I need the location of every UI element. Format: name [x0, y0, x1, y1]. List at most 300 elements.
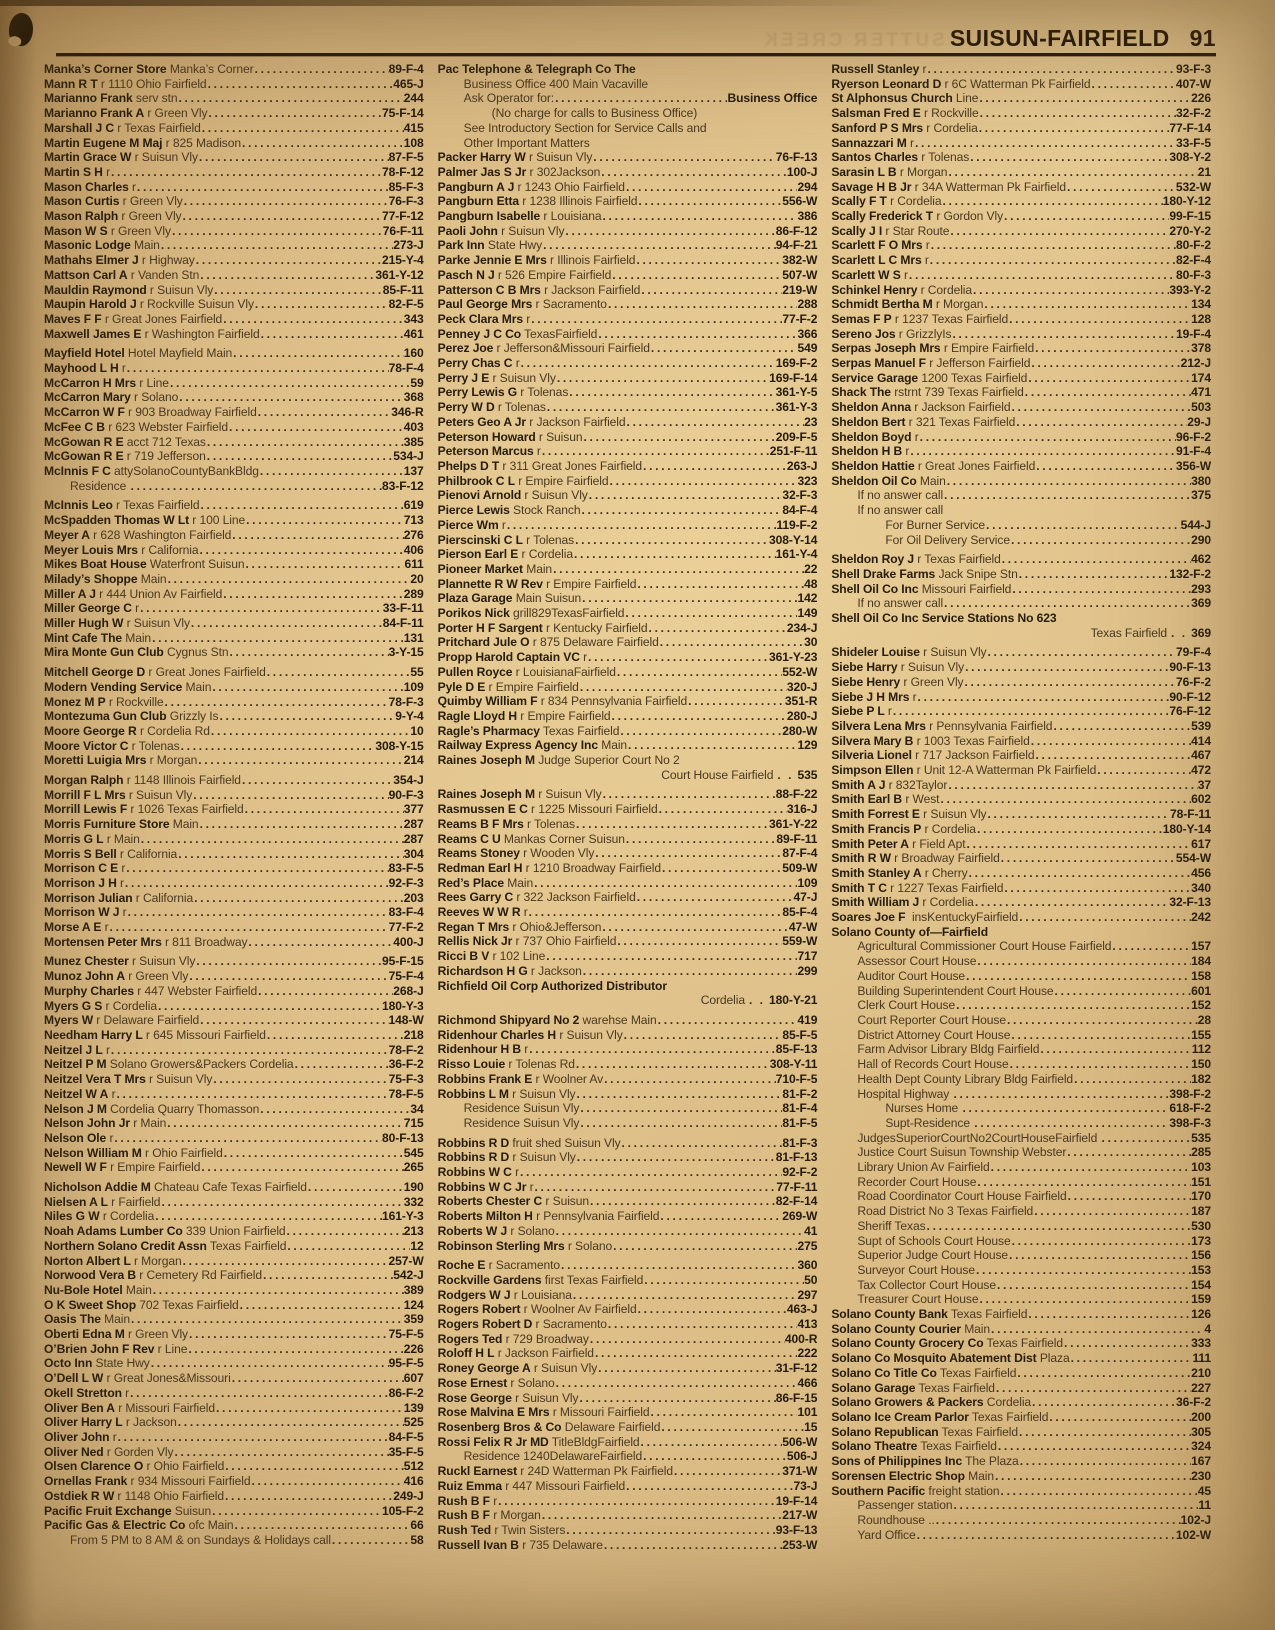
entry-number: 375 — [1191, 488, 1212, 503]
entry-number: 76-F-3 — [388, 194, 424, 209]
entry-location: r Fairfield — [107, 1194, 161, 1209]
entry-name: Solano County Bank — [831, 1307, 948, 1322]
directory-entry — [831, 533, 1211, 548]
dot-leader — [250, 1474, 403, 1489]
entry-location: r — [489, 1493, 498, 1508]
dot-leader — [136, 180, 389, 195]
entry-name: Paoli John — [437, 223, 498, 238]
entry-location: r Jefferson&Missouri Fairfield — [493, 341, 650, 356]
entry-name: McGowan R E — [44, 434, 124, 449]
entry-number: 19-F-14 — [775, 1493, 818, 1508]
directory-entry — [438, 1464, 818, 1479]
directory-entry — [831, 341, 1211, 356]
entry-number: 507-W — [782, 267, 818, 282]
entry-number: 214 — [403, 753, 424, 768]
entry-name: Robinson Sterling Mrs — [437, 1238, 565, 1253]
dot-leader — [160, 1195, 403, 1210]
entry-number: 48 — [804, 576, 818, 591]
directory-entry — [831, 1234, 1211, 1249]
entry-location: r — [902, 444, 910, 459]
dot-leader — [182, 1254, 389, 1269]
dot-leader — [1018, 910, 1191, 925]
dot-leader — [125, 861, 388, 876]
entry-number: 80-F-2 — [1175, 238, 1212, 253]
entry-location: r Cordelia — [886, 194, 942, 209]
entry-name: Miller George C — [44, 601, 132, 616]
entry-name: Rellis Nick Jr — [437, 934, 513, 949]
directory-entry — [438, 224, 818, 239]
dot-leader — [150, 1356, 389, 1371]
entry-location: r Tolenas — [918, 150, 970, 165]
entry-number: 37 — [1197, 777, 1212, 792]
entry-location: r Woolner Av — [532, 1071, 604, 1086]
entry-location: r 1227 Texas Fairfield — [886, 880, 1004, 895]
dot-leader — [990, 1322, 1204, 1337]
entry-number: 180-Y-14 — [1162, 821, 1212, 836]
entry-number: 715 — [403, 1116, 424, 1131]
entry-location: r — [900, 267, 908, 282]
entry-location: r Suisun Vly — [509, 1150, 576, 1165]
dot-leader — [166, 1116, 404, 1131]
entry-location: 1200 Texas Fairfield — [918, 370, 1028, 385]
entry-name: Morrison W J — [44, 905, 120, 920]
entry-number: 273-J — [393, 238, 424, 253]
entry-location: r — [511, 1165, 519, 1180]
page-header — [950, 25, 1216, 52]
entry-number: 36-F-2 — [1175, 1395, 1212, 1410]
directory-entry — [831, 1175, 1211, 1190]
entry-number: 607 — [403, 1371, 424, 1386]
directory-entry — [44, 1057, 424, 1072]
dot-leader — [139, 601, 383, 616]
entry-name: Montezuma Gun Club — [44, 709, 167, 724]
directory-entry — [438, 1136, 818, 1151]
entry-location: r Suisun Vly — [919, 807, 987, 822]
directory-entry — [44, 1474, 424, 1489]
entry-number: 323 — [797, 473, 818, 488]
entry-number: 85-F-4 — [782, 905, 818, 920]
entry-number: 50 — [804, 1272, 818, 1287]
dot-leader — [1111, 939, 1191, 954]
entry-name: Robbins R D — [437, 1150, 510, 1165]
dot-leader — [266, 1028, 404, 1043]
directory-entry — [44, 62, 424, 77]
entry-number: 89-F-11 — [776, 831, 818, 846]
dot-leader — [935, 1513, 1181, 1528]
entry-name: Norton Albert L — [44, 1253, 131, 1268]
entry-name: Oberti Edna M — [44, 1327, 125, 1342]
entry-number: 109 — [797, 875, 818, 890]
directory-entry — [438, 1239, 818, 1254]
directory-entry — [44, 1283, 424, 1298]
entry-location: Passenger station — [857, 1498, 953, 1513]
dot-leader — [210, 724, 411, 739]
dot-leader — [117, 1430, 389, 1445]
dot-leader — [926, 62, 1176, 77]
entry-name: Reams B F Mrs — [437, 816, 524, 831]
directory-entry — [831, 474, 1211, 489]
entry-number: 535 — [797, 767, 818, 782]
entry-name: Richmond Shipyard No 2 — [437, 1013, 580, 1027]
entry-location: r Cordelia — [923, 120, 978, 135]
entry-number: 532-W — [1175, 179, 1212, 194]
dot-leader — [260, 327, 404, 342]
entry-number: 219-W — [782, 282, 818, 297]
entry-location: r — [118, 861, 126, 876]
entry-location: r Sacramento — [532, 297, 607, 312]
entry-name: Mint Cafe The — [44, 630, 122, 645]
entry-number: 84-F-5 — [388, 1429, 424, 1444]
entry-location: r Gordon Vly — [933, 209, 1004, 224]
dot-leader — [218, 709, 395, 724]
dot-leader — [554, 91, 727, 106]
directory-entry — [438, 1101, 818, 1116]
directory-entry — [44, 709, 424, 724]
entry-name: Norwood Vera B — [44, 1268, 137, 1283]
entry-name: Shell Drake Farms — [831, 566, 936, 581]
entry-name: Newell W F — [44, 1160, 107, 1175]
dot-leader — [187, 1342, 403, 1357]
directory-entry — [831, 1292, 1211, 1307]
dot-leader — [129, 1386, 389, 1401]
dot-leader — [929, 253, 1176, 268]
entry-name: Salsman Fred E — [831, 106, 921, 121]
dot-leader — [173, 1445, 388, 1460]
entry-location: r 628 Washington Fairfield — [89, 527, 232, 542]
entry-location: Auditor Court House — [857, 968, 966, 983]
dot-leader — [228, 420, 404, 435]
entry-location: r 834 Pennsylvania Fairfield — [537, 694, 688, 709]
entry-number: 554-W — [1175, 851, 1212, 866]
directory-entry — [831, 136, 1211, 151]
entry-number: 190 — [403, 1180, 424, 1195]
directory-entry — [831, 660, 1211, 675]
dot-leader — [892, 704, 1170, 719]
entry-number: 227 — [1191, 1380, 1212, 1395]
entry-name: Morris G L — [44, 831, 104, 846]
entry-name: Pierson Earl E — [437, 547, 519, 562]
entry-number: 386 — [797, 209, 818, 224]
entry-name: Scally F T — [831, 194, 887, 209]
entry-number: 31-F-12 — [775, 1361, 818, 1376]
directory-entry — [44, 180, 424, 195]
entry-name: Nelson J M — [44, 1101, 107, 1116]
directory-entry — [44, 1298, 424, 1313]
dot-leader — [978, 91, 1191, 106]
entry-location: r Green Vly — [118, 209, 182, 224]
dot-leader — [211, 680, 403, 695]
directory-entry — [44, 449, 424, 464]
directory-entry — [438, 787, 818, 802]
entry-name: McInnis Leo — [44, 498, 113, 513]
entry-name: Ridenhour H B — [437, 1042, 522, 1057]
directory-entry — [831, 881, 1211, 896]
entry-number: 81-F-2 — [782, 1086, 818, 1101]
dot-leader — [1054, 984, 1192, 999]
directory-entry — [44, 150, 424, 165]
dot-leader — [1011, 1234, 1192, 1249]
directory-entry — [44, 1518, 424, 1533]
entry-location: r 1243 Ohio Fairfield — [514, 179, 625, 194]
entry-location: r Solano — [130, 390, 179, 405]
entry-name: Solano Co Title Co — [831, 1365, 937, 1380]
entry-name: Propp Harold Captain VC — [437, 650, 580, 665]
directory-entry — [44, 209, 424, 224]
directory-entry — [831, 121, 1211, 136]
directory-entry — [438, 832, 818, 847]
entry-number: 234-J — [786, 620, 818, 635]
entry-number: 506-W — [782, 1434, 818, 1449]
entry-number: 28 — [1197, 1013, 1212, 1027]
entry-name: Ornellas Frank — [44, 1474, 128, 1489]
entry-number: 361-Y-12 — [375, 267, 424, 282]
entry-location: r 735 Delaware — [518, 1537, 603, 1552]
dot-leader — [1031, 1395, 1176, 1410]
directory-entry — [438, 1523, 818, 1538]
entry-location: r Suisun Vly — [145, 1072, 213, 1087]
entry-number: 717 — [797, 949, 818, 964]
entry-location: r Suisun Vly — [489, 370, 556, 385]
entry-name: Scally Frederick T — [831, 209, 934, 224]
dot-leader — [607, 1317, 798, 1332]
directory-entry — [438, 165, 818, 180]
dot-leader — [1070, 1351, 1193, 1366]
entry-name: Noah Adams Lumber Co — [44, 1224, 183, 1239]
entry-location: r Cordelia — [99, 1209, 155, 1224]
entry-number: 77-F-12 — [382, 209, 424, 224]
entry-name: Roloff H L — [437, 1346, 495, 1361]
directory-entry — [438, 371, 818, 386]
entry-name: Meyer A — [44, 527, 90, 542]
entry-name: Roberts W J — [437, 1223, 508, 1238]
dot-leader — [1008, 312, 1191, 327]
directory-entry — [438, 562, 818, 577]
entry-location: r 934 Missouri Fairfield — [127, 1474, 251, 1489]
entry-number: 81-F-13 — [775, 1150, 818, 1165]
directory-entry — [44, 1043, 424, 1058]
entry-number: 32-F-13 — [1169, 895, 1212, 910]
entry-location: r Cordelia — [919, 895, 974, 910]
entry-number: 213 — [403, 1224, 424, 1239]
entry-location: r — [884, 704, 892, 719]
directory-entry — [44, 253, 424, 268]
dot-leader — [552, 562, 804, 577]
entry-name: Ridenhour Charles H — [437, 1027, 557, 1042]
entry-number: 371-W — [782, 1464, 818, 1479]
directory-entry — [438, 253, 818, 268]
dot-leader — [241, 773, 393, 788]
directory-entry — [438, 283, 818, 298]
entry-number: 601 — [1191, 983, 1212, 998]
entry-number: 81-F-3 — [782, 1135, 818, 1150]
entry-number: 84-F-11 — [382, 616, 424, 631]
entry-name: Shack The — [831, 385, 891, 400]
dot-leader — [254, 62, 389, 77]
dot-leader — [244, 802, 404, 817]
entry-name: Pacific Gas & Electric Co — [44, 1518, 186, 1533]
directory-entry — [831, 459, 1211, 474]
entry-number: 82-F-14 — [775, 1194, 818, 1209]
entry-location: r Green Vly — [144, 106, 208, 121]
entry-name: McCarron H Mrs — [44, 375, 137, 390]
dot-leader — [164, 695, 389, 710]
entry-location: Main — [130, 238, 160, 253]
directory-entry — [438, 91, 818, 106]
dot-leader — [659, 635, 804, 650]
directory-entry — [44, 724, 424, 739]
dot-leader — [223, 1146, 404, 1161]
dot-leader — [637, 194, 782, 209]
entry-location: acct 712 Texas — [123, 434, 206, 449]
directory-entry — [831, 1381, 1211, 1396]
directory-entry — [44, 1312, 424, 1327]
dot-leader — [659, 1209, 782, 1224]
entry-location: r — [101, 920, 109, 935]
entry-location: r Ohio&Jefferson — [509, 919, 602, 934]
directory-entry — [831, 1087, 1211, 1102]
directory-entry — [44, 1102, 424, 1117]
entry-number: 380 — [1191, 473, 1212, 488]
dot-leader — [660, 1420, 804, 1435]
entry-name: Mason Ralph — [44, 209, 119, 224]
entry-name: Parke Jennie E Mrs — [437, 253, 547, 268]
directory-entry — [44, 1401, 424, 1416]
dot-leader — [177, 847, 404, 862]
entry-number: 137 — [403, 463, 424, 478]
entry-location: r 1148 Illinois Fairfield — [123, 773, 241, 788]
dot-leader — [650, 1405, 798, 1420]
entry-location: r — [533, 444, 541, 459]
directory-entry — [438, 1538, 818, 1553]
directory-entry — [438, 1087, 818, 1102]
directory-entry — [438, 606, 818, 621]
entry-location: Library Union Av Fairfield — [857, 1160, 990, 1175]
entry-location: r Cordelia Rd — [136, 723, 210, 738]
entry-location: r Cordelia — [921, 821, 976, 836]
entry-name: Marshall J C — [44, 120, 115, 135]
entry-number: 77-F-2 — [782, 311, 818, 326]
page-header-title: SUISUN-FAIRFIELD — [949, 25, 1170, 51]
dot-leader — [626, 415, 805, 430]
entry-location: r Green Vly — [124, 969, 189, 984]
entry-location: r Texas Fairfield — [914, 552, 1001, 567]
dot-leader — [597, 1361, 776, 1376]
directory-entry — [438, 621, 818, 636]
entry-name: Silvera Mary B — [831, 733, 914, 748]
dot-leader — [534, 1180, 777, 1195]
entry-name: Roney George A — [437, 1361, 531, 1376]
directory-entry — [44, 136, 424, 151]
directory-entry — [831, 939, 1211, 954]
directory-entry — [438, 312, 818, 327]
directory-entry — [438, 1288, 818, 1303]
entry-number: 30 — [804, 635, 818, 650]
entry-name: Martin Eugene M Maj — [44, 135, 163, 150]
entry-name: Nelson John Jr — [44, 1116, 130, 1131]
dot-leader — [943, 488, 1191, 503]
entry-number: 80-F-13 — [382, 1130, 424, 1145]
entry-location: Texas Fairfield — [938, 1424, 1019, 1439]
entry-name: Solano County of—Fairfield — [831, 924, 988, 939]
entry-location: r Sacramento — [485, 1258, 561, 1273]
dot-leader — [127, 905, 389, 920]
entry-name: Palmer Jas S Jr — [437, 164, 527, 179]
entry-location: r 875 Delaware Fairfield — [529, 635, 659, 650]
entry-number: 200 — [1191, 1409, 1212, 1424]
entry-location: r Cherry — [921, 865, 968, 880]
entry-name: Rush Ted — [437, 1522, 492, 1537]
dot-leader — [976, 822, 1163, 837]
entry-number: 45 — [1197, 1483, 1212, 1498]
entry-number: 81-F-4 — [782, 1101, 818, 1116]
entry-name: Smith William J — [831, 895, 920, 910]
entry-location: r — [109, 1429, 117, 1444]
directory-entry — [44, 420, 424, 435]
entry-number: 93-F-13 — [775, 1522, 818, 1537]
directory-entry — [438, 1057, 818, 1072]
directory-entry — [831, 488, 1211, 503]
directory-entry — [831, 778, 1211, 793]
entry-number: 544-J — [1180, 517, 1212, 532]
entry-name: Plaza Garage — [437, 591, 513, 606]
entry-location: Main — [916, 473, 946, 488]
dot-leader — [643, 1273, 804, 1288]
directory-entry — [44, 1459, 424, 1474]
directory-entry — [44, 665, 424, 680]
directory-entry — [438, 150, 818, 165]
entry-location: (No charge for calls to Business Office) — [491, 106, 698, 121]
entry-name: Needham Harry L — [44, 1028, 143, 1042]
entry-name: Monez M P — [44, 694, 106, 709]
entry-number: 400-J — [393, 934, 424, 949]
entry-location: r Suisun Vly — [146, 282, 214, 297]
directory-entry — [438, 1209, 818, 1224]
entry-location: r Cemetery Rd Fairfield — [136, 1268, 262, 1283]
entry-number: 79-F-4 — [1175, 645, 1212, 660]
entry-location: r 34A Watterman Pk Fairfield — [911, 179, 1066, 194]
directory-entry — [831, 1410, 1211, 1425]
entry-location: For Burner Service — [885, 517, 986, 532]
entry-name: Rose Ernest — [437, 1375, 508, 1390]
entry-name: Morrison J H — [44, 875, 117, 890]
entry-location: r Cordelia — [518, 547, 573, 562]
entry-location: r Suisun — [535, 429, 583, 444]
entry-name: Miller A J — [44, 586, 96, 601]
directory-entry — [831, 385, 1211, 400]
entry-location: r 737 Ohio Fairfield — [512, 934, 617, 949]
dot-leader — [603, 1538, 782, 1553]
entry-name: Pyle D E — [437, 679, 486, 694]
entry-number: 78-F-5 — [388, 1086, 424, 1101]
entry-number: 80-F-3 — [1175, 267, 1212, 282]
entry-number: 535 — [1191, 1130, 1212, 1145]
entry-location: r Empire Fairfield — [542, 576, 637, 591]
dot-leader — [519, 1165, 782, 1180]
entry-number: 356-W — [1175, 458, 1212, 473]
entry-name: Quimby William F — [437, 694, 538, 709]
directory-entry — [438, 180, 818, 195]
directory-entry — [831, 106, 1211, 121]
directory-entry — [438, 949, 818, 964]
entry-number: 84-F-4 — [782, 503, 818, 518]
entry-location: The Plaza — [962, 1454, 1019, 1469]
entry-location: Plaza — [1036, 1351, 1070, 1366]
directory-entry — [831, 1351, 1211, 1366]
directory-entry — [44, 847, 424, 862]
directory-entry — [438, 979, 818, 994]
entry-name: Ryerson Leonard D — [831, 76, 942, 91]
entry-location: If no answer call — [857, 596, 944, 611]
